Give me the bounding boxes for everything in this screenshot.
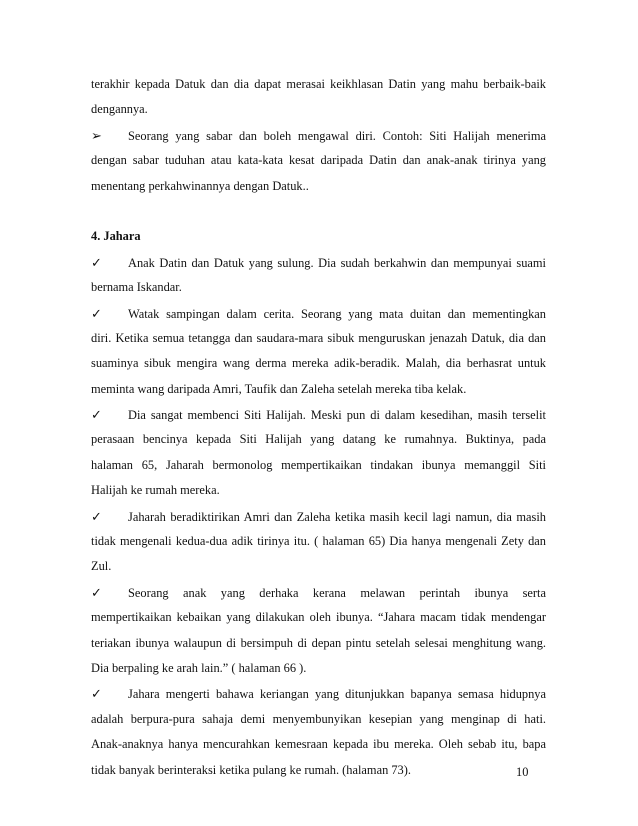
text-line: Zul. xyxy=(91,559,112,574)
check-bullet-item xyxy=(91,301,546,326)
text-line: Halijah ke rumah mereka. xyxy=(91,483,220,498)
text-line: tidak mengenali kedua-dua adik tirinya itu. ( halaman 65) Dia hanya mengenali Zety dan xyxy=(91,534,546,549)
checkmark-icon: ✓ xyxy=(91,584,102,600)
text-line: meminta wang daripada Amri, Taufik dan Zaleha setelah mereka tiba kelak. xyxy=(91,381,467,396)
bullet-text: Dia sangat membenci Siti Halijah. Meski pun di dalam kesedihan, masih terselit xyxy=(128,408,546,423)
check-bullet-item xyxy=(91,402,546,427)
check-bullet-item xyxy=(91,504,546,529)
text-line: menentang perkahwinannya dengan Datuk.. xyxy=(91,178,309,193)
check-bullet-item xyxy=(91,250,546,275)
checkmark-icon: ✓ xyxy=(91,254,102,270)
arrow-bullet-icon: ➢ xyxy=(91,127,102,143)
text-line: Dia berpaling ke arah lain.” ( halaman 66 ). xyxy=(91,660,307,675)
checkmark-icon: ✓ xyxy=(91,407,102,423)
checkmark-icon: ✓ xyxy=(91,508,102,524)
text-line: halaman 65, Jaharah bermonolog mempertikaikan tindakan ibunya memanggil Siti xyxy=(91,457,546,472)
text-line: terakhir kepada Datuk dan dia dapat merasai keikhlasan Datin yang mahu berbaik-baik xyxy=(91,77,546,91)
check-bullet-item xyxy=(91,681,546,706)
text-line: dengan sabar tuduhan atau kata-kata kesat daripada Datin dan anak-anak tirinya yang xyxy=(91,153,546,168)
text-line: dengannya. xyxy=(91,102,148,117)
page-number: 10 xyxy=(516,765,529,779)
text-line: diri. Ketika semua tetangga dan saudara-mara sibuk menguruskan jenazah Datuk, dia dan xyxy=(91,330,546,345)
checkmark-icon: ✓ xyxy=(91,686,102,702)
text-line: bernama Iskandar. xyxy=(91,280,182,295)
text-line: suaminya sibuk mengira wang derma mereka adik-beradik. Malah, dia berhasrat untuk xyxy=(91,356,546,371)
check-bullet-item xyxy=(91,580,546,605)
text-line: tidak banyak berinteraksi ketika pulang ke rumah. (halaman 73). xyxy=(91,762,411,777)
text-line: adalah berpura-pura sahaja demi menyembunyikan kesepian yang menginap di hati. xyxy=(91,711,546,726)
section-heading: 4. Jahara xyxy=(91,229,141,244)
bullet-text: Watak sampingan dalam cerita. Seorang yang mata duitan dan mementingkan xyxy=(128,306,546,321)
arrow-bullet-item xyxy=(91,123,546,148)
bullet-text: Jahara mengerti bahawa keriangan yang ditunjukkan bapanya semasa hidupnya xyxy=(128,687,546,702)
bullet-text: Seorang yang sabar dan boleh mengawal diri. Contoh: Siti Halijah menerima xyxy=(128,128,546,143)
bullet-text: Jaharah beradiktirikan Amri dan Zaleha ketika masih kecil lagi namun, dia masih xyxy=(128,509,546,524)
page-content xyxy=(91,72,546,783)
text-line: mempertikaikan kebaikan yang dilakukan oleh ibunya. “Jahara macam tidak mendengar xyxy=(91,610,546,625)
checkmark-icon: ✓ xyxy=(91,305,102,321)
spacer xyxy=(91,199,546,224)
bullet-text: Anak Datin dan Datuk yang sulung. Dia sudah berkahwin dan mempunyai suami xyxy=(128,255,546,270)
text-line: perasaan bencinya kepada Siti Halijah yang datang ke rumahnya. Buktinya, pada xyxy=(91,432,546,447)
text-line: teriakan ibunya walaupun di bersimpuh di depan pintu setelah selesai menghitung wang. xyxy=(91,635,546,650)
bullet-text: Seorang anak yang derhaka kerana melawan perintah ibunya serta xyxy=(128,585,546,600)
text-line: Anak-anaknya hanya mencurahkan kemesraan kepada ibu mereka. Oleh sebab itu, bapa xyxy=(91,737,546,752)
